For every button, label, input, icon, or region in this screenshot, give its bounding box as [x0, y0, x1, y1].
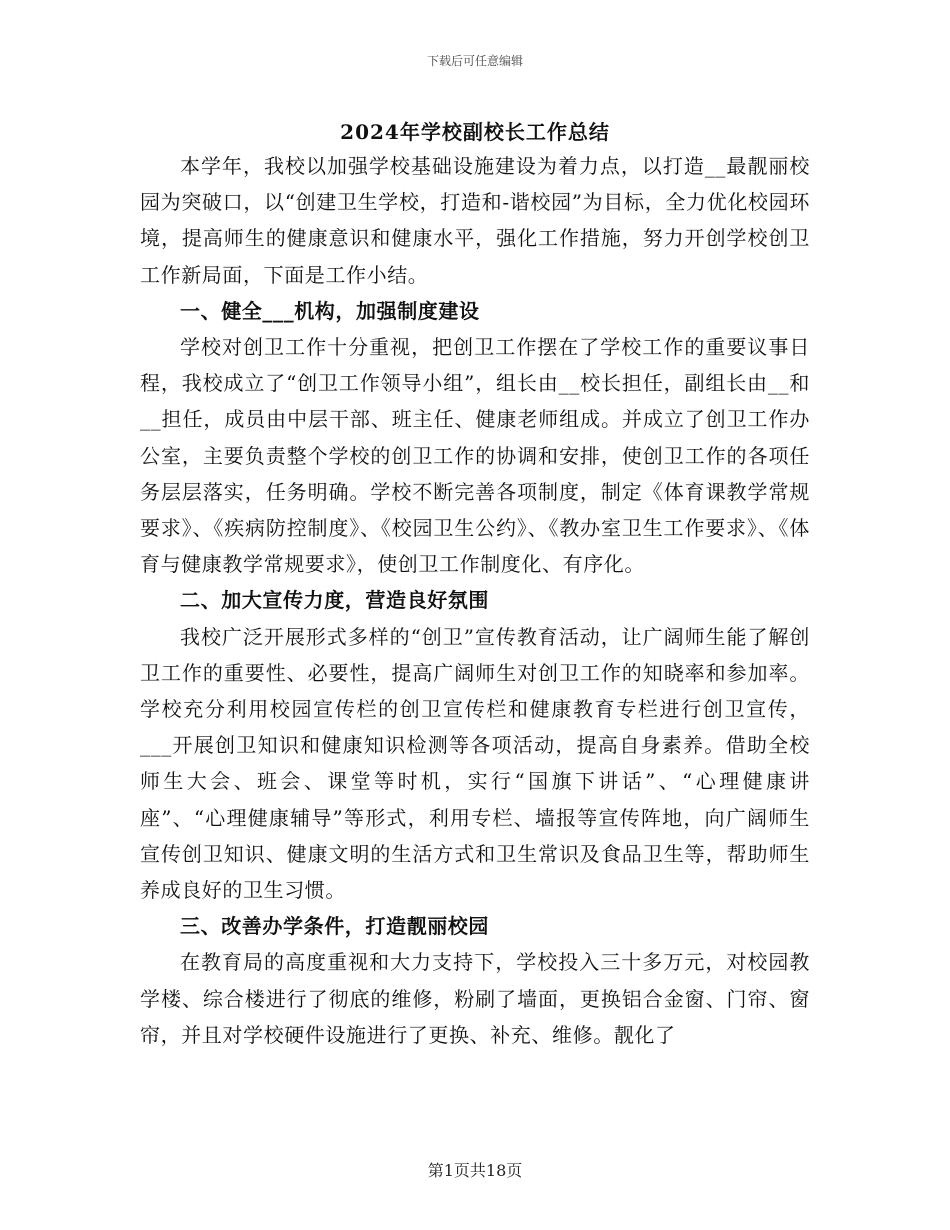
- intro-paragraph: 本学年，我校以加强学校基础设施建设为着力点，以打造__最靓丽校园为突破口，以“创建卫生学校，打造和-谐校园”为目标，全力优化校园环境，提高师生的健康意识和健康水平，强化工作措施，努力开创学校创卫工作新局面，下面是工作小结。: [140, 154, 810, 287]
- document-body: [140, 148, 810, 1053]
- section-heading-2: 二、加大宣传力度，营造良好氛围: [180, 588, 489, 613]
- section-heading-3: 三、改善办学条件，打造靓丽校园: [180, 914, 489, 939]
- section-3-paragraph: 在教育局的高度重视和大力支持下，学校投入三十多万元，对校园教学楼、综合楼进行了彻底的维修，粉刷了墙面，更换铝合金窗、门帘、窗帘，并且对学校硬件设施进行了更换、补充、维修。靓化了: [140, 950, 810, 1047]
- section-heading-1: 一、健全___机构，加强制度建设: [180, 298, 480, 323]
- section-1-paragraph: 学校对创卫工作十分重视，把创卫工作摆在了学校工作的重要议事日程，我校成立了“创卫工作领导小组”，组长由__校长担任，副组长由__和__担任，成员由中层干部、班主任、健康老师组成。并成立了创卫工作办公室，主要负责整个学校的创卫工作的协调和安排，使创卫工作的各项任务层层落实，任务明确。学校不断完善各项制度，制定《体育课教学常规要求》、《疾病防控制度》、《校园卫生公约》、《教办室卫生工作要求》、《体育与健康教学常规要求》，使创卫工作制度化、有序化。: [140, 335, 810, 577]
- page-footer: 第1页共18页: [427, 1161, 523, 1180]
- section-2-paragraph: 我校广泛开展形式多样的“创卫”宣传教育活动，让广阔师生能了解创卫工作的重要性、必要性，提高广阔师生对创卫工作的知晓率和参加率。学校充分利用校园宣传栏的创卫宣传栏和健康教育专栏进行创卫宣传，___开展创卫知识和健康知识检测等各项活动，提高自身素养。借助全校师生大会、班会、课堂等时机，实行“国旗下讲话”、“心理健康讲座”、“心理健康辅导”等形式，利用专栏、墙报等宣传阵地，向广阔师生宣传创卫知识、健康文明的生活方式和卫生常识及食品卫生等，帮助师生养成良好的卫生习惯。: [140, 624, 810, 903]
- page-header: 下载后可任意编辑: [426, 54, 523, 68]
- document-title: 2024年学校副校长工作总结: [340, 120, 610, 144]
